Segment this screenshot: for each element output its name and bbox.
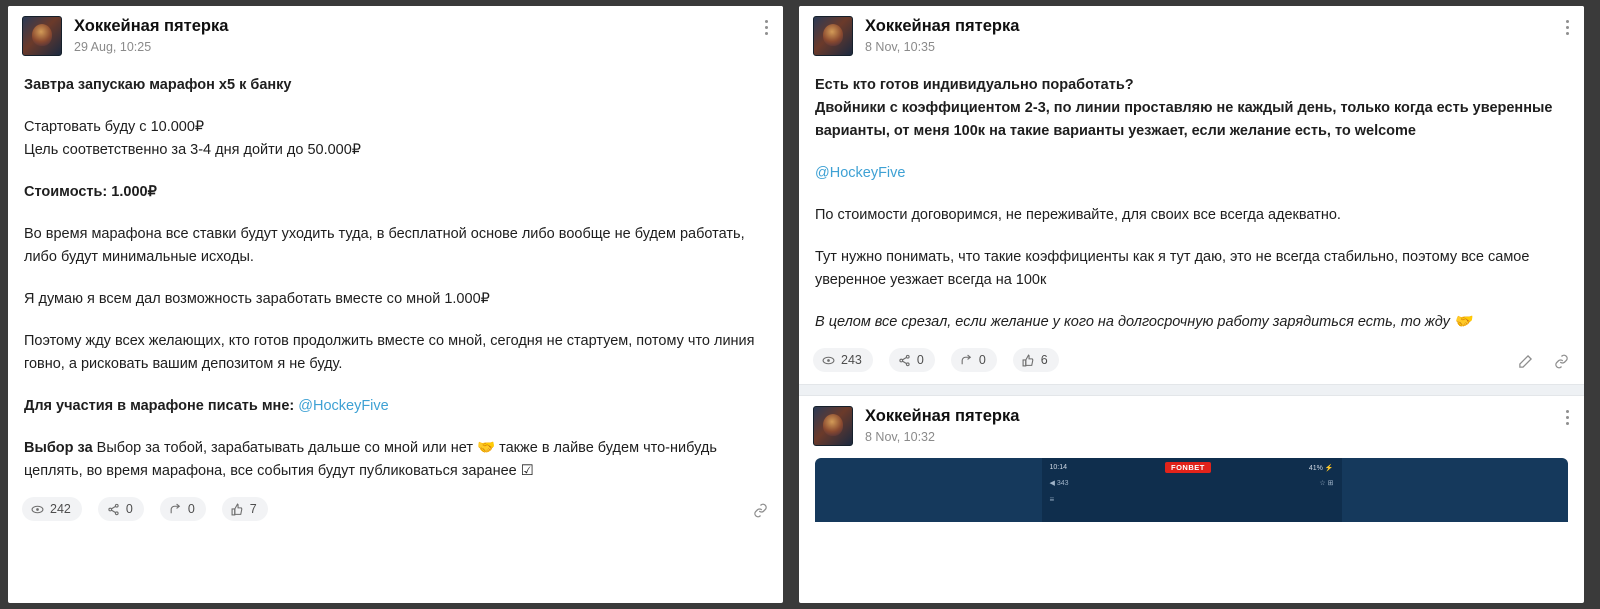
post-paragraph: Стартовать буду с 10.000₽ [24, 119, 205, 135]
eye-icon [822, 354, 835, 367]
views-count: 242 [50, 502, 71, 516]
avatar [813, 406, 853, 446]
phone-screenshot [1042, 458, 1342, 522]
post-paragraph [24, 437, 767, 483]
left-post-column [8, 6, 783, 603]
phone-row-menu: ≡ [1049, 495, 1055, 504]
post-paragraph: Я думаю я всем дал возможность заработать вместе со мной 1.000₽ [24, 291, 490, 307]
post-header-text [865, 16, 1019, 55]
post-media-preview[interactable] [815, 458, 1568, 522]
post-stats-bar [799, 338, 1584, 384]
forward-icon [169, 503, 182, 516]
phone-status-time: 10:14 [1049, 464, 1068, 471]
like-count: 6 [1040, 353, 1048, 367]
phone-row-icons [1042, 487, 1342, 504]
choice-rest: Выбор за тобой, зарабатывать дальше со мной или нет 🤝 также в лайве будем что-нибудь цеплять, во время марафона, все события будут публиковаться заранее ☑ [24, 440, 717, 479]
post-paragraph: Тут нужно понимать, что такие коэффициенты как я тут даю, это не всегда стабильно, поэтому все самое уверенное уезжает всегда на 100к [815, 249, 1530, 288]
channel-name: Хоккейная пятерка [865, 407, 1020, 425]
eye-icon [31, 503, 44, 516]
share-icon [898, 354, 911, 367]
forward-stat[interactable] [951, 348, 997, 372]
avatar [22, 16, 62, 56]
forward-icon [960, 354, 973, 367]
thumbs-up-icon [1022, 354, 1035, 367]
link-icon[interactable] [1550, 350, 1572, 372]
post-individual-work [799, 6, 1584, 384]
forward-count: 0 [187, 502, 195, 516]
phone-battery: 41% ⚡ [1308, 464, 1334, 472]
cta-text: Для участия в марафоне писать мне: [24, 398, 295, 414]
views-stat[interactable] [813, 348, 873, 372]
post-paragraph: Поэтому жду всех желающих, кто готов продолжить вместе со мной, сегодня не стартуем, потому что линия говно, а рисковать вашим депозитом я не буду. [24, 333, 755, 372]
like-stat[interactable] [1013, 348, 1059, 372]
choice-lead: Выбор за [24, 440, 93, 456]
share-stat[interactable] [98, 497, 144, 521]
post-header [8, 6, 783, 60]
post-body [8, 60, 783, 487]
phone-status-bar [1042, 458, 1342, 473]
phone-row-left: ◀ 343 [1049, 480, 1069, 487]
post-header [799, 6, 1584, 60]
post-paragraph: Двойники с коэффициентом 2-3, по линии проставляю не каждый день, только когда есть уверенные варианты, от меня 100к на такие варианты уезжает, если желание есть, то welcome [815, 100, 1553, 139]
post-paragraph: Во время марафона все ставки будут уходить туда, в бесплатной основе либо вообще не будем работать, либо будут минимальные исходы. [24, 226, 745, 265]
post-date: 29 Aug, 10:25 [74, 40, 152, 54]
share-stat[interactable] [889, 348, 935, 372]
thumbs-up-icon [231, 503, 244, 516]
post-actions [749, 499, 771, 521]
post-actions [1514, 350, 1572, 372]
views-count: 243 [841, 353, 862, 367]
channel-name: Хоккейная пятерка [865, 17, 1020, 35]
post-paragraph-mention [815, 162, 1568, 185]
share-count: 0 [916, 353, 924, 367]
post-header-text [74, 16, 228, 55]
post-marathon [8, 6, 783, 533]
phone-row-right: ☆ ⊞ [1319, 480, 1334, 487]
forward-count: 0 [978, 353, 986, 367]
phone-row [1042, 473, 1342, 487]
views-stat[interactable] [22, 497, 82, 521]
edit-icon[interactable] [1514, 350, 1536, 372]
post-paragraph: Есть кто готов индивидуально поработать? [815, 77, 1134, 93]
kebab-menu-icon[interactable] [1566, 20, 1570, 35]
avatar [813, 16, 853, 56]
post-header [799, 396, 1584, 450]
post-paragraph-price: Стоимость: 1.000₽ [24, 184, 157, 200]
right-post-column [799, 6, 1584, 603]
post-body [799, 60, 1584, 338]
share-icon [107, 503, 120, 516]
post-paragraph-cta [24, 395, 767, 418]
post-date: 8 Nov, 10:32 [865, 430, 935, 444]
post-stats-bar [8, 487, 783, 533]
kebab-menu-icon[interactable] [765, 20, 769, 35]
channel-name: Хоккейная пятерка [74, 17, 229, 35]
post-screenshot [799, 396, 1584, 522]
mention-link[interactable]: @HockeyFive [298, 398, 389, 414]
share-count: 0 [125, 502, 133, 516]
fonbet-logo: FONBET [1165, 462, 1211, 473]
post-paragraph-italic: В целом все срезал, если желание у кого на долгосрочную работу зарядиться есть, то жду 🤝 [815, 314, 1472, 330]
like-count: 7 [249, 502, 257, 516]
post-paragraph: Завтра запускаю марафон х5 к банку [24, 77, 292, 93]
post-paragraph: По стоимости договоримся, не переживайте, для своих все всегда адекватно. [815, 207, 1341, 223]
post-divider [799, 384, 1584, 396]
forward-stat[interactable] [160, 497, 206, 521]
kebab-menu-icon[interactable] [1566, 410, 1570, 425]
post-date: 8 Nov, 10:35 [865, 40, 935, 54]
mention-link[interactable]: @HockeyFive [815, 165, 906, 181]
post-header-text [865, 406, 1019, 445]
post-paragraph: Цель соответственно за 3-4 дня дойти до 50.000₽ [24, 142, 362, 158]
like-stat[interactable] [222, 497, 268, 521]
link-icon[interactable] [749, 499, 771, 521]
